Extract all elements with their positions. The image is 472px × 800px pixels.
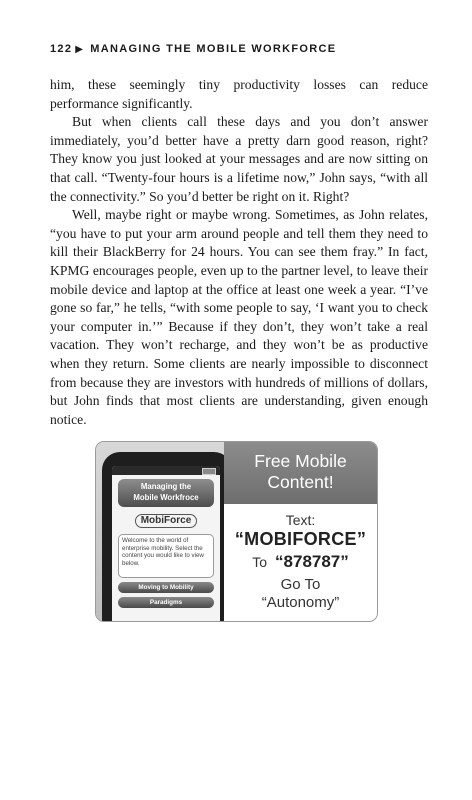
to-label: To [252,554,268,570]
menu-button-paradigms: Paradigms [118,597,214,608]
short-code-line [224,552,377,572]
short-code-number: “878787” [275,552,349,571]
app-title-line-1: Managing the [140,482,192,491]
promo-headline [224,442,377,504]
status-bar [112,466,220,475]
app-title [118,479,214,507]
arrow-right-icon: ▶ [75,44,85,55]
phone-illustration [102,452,232,621]
body-text [50,76,428,429]
mobiforce-logo [127,513,205,529]
goto-target: “Autonomy” [261,594,340,611]
page-number: 122 [50,43,73,55]
keyword: “MOBIFORCE” [234,529,367,549]
welcome-message: Welcome to the world of enterprise mobility. Select the content you would like to view below. [118,534,214,578]
battery-icon [202,468,216,475]
menu-button-moving-to-mobility: Moving to Mobility [118,582,214,593]
promo-headline-line-1: Free Mobile [254,451,347,471]
paragraph-3: Well, maybe right or maybe wrong. Sometimes, as John relates, “you have to put your arm around people and tell them they need to kill their BlackBerry for 24 hours. You can see them fray.” In fact, KPMG encourages people, even up to the partner level, to leave their mobile device and laptop at the office at least one week a year. “I’ve gone so far,” he tells, “with some people to say, ‘I want you to check your computer in.’” Because if they don’t, they won’t take a real vacation. They won’t recharge, and they won’t be as productive when they return. Some clients are nearly impossible to disconnect from because they are investors with hundreds of millions of dollars, but John finds that most clients are understanding, given enough notice. [50,207,428,427]
app-title-line-2: Mobile Workfroce [133,493,199,502]
text-label: Text: [285,512,316,528]
mobiforce-advertisement [96,442,377,621]
mobiforce-logo-text: MobiForce [135,514,198,528]
goto-label: Go To [280,576,321,593]
paragraph-1: him, these seemingly tiny productivity losses can reduce performance significantly. [50,77,428,111]
chapter-title: MANAGING THE MOBILE WORKFORCE [90,43,337,55]
promo-instructions [224,504,377,621]
running-header [50,43,440,59]
paragraph-2: But when clients call these days and you don’t answer immediately, you’d better have a pretty darn good reason, right? They know you just looked at your messages and are now sitting on that call. “Twenty-four hours is a lifetime now,” John says, “with all the connectivity.” So you’d better be right on it. Right? [50,114,428,204]
promo-headline-line-2: Content! [267,472,334,492]
phone-screen [112,466,220,621]
